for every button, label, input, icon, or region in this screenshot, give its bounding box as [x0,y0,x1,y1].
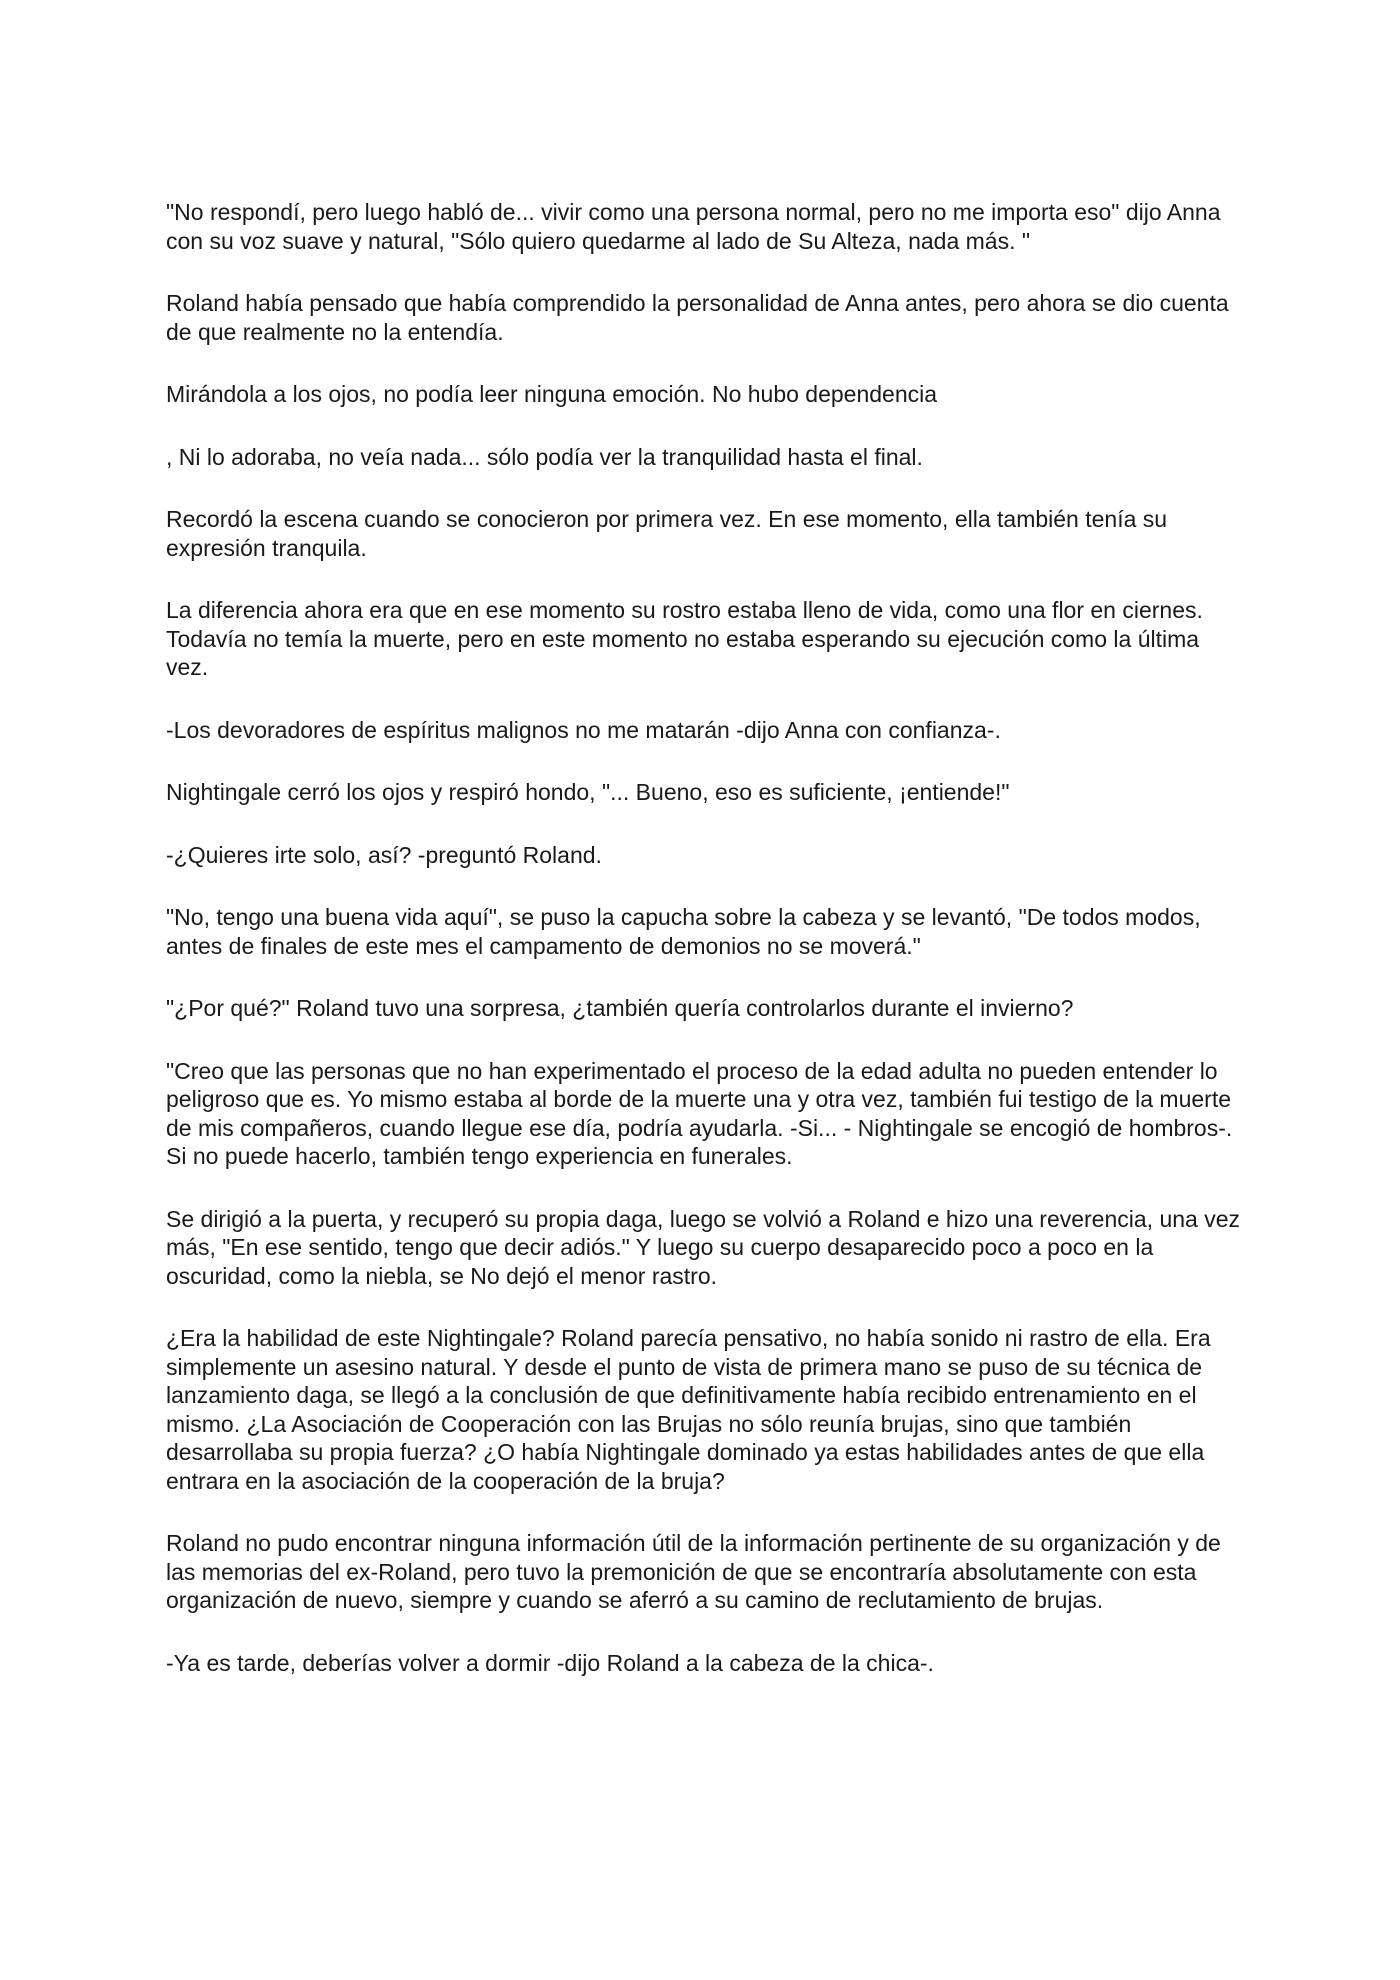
paragraph-1: "No respondí, pero luego habló de... vivir como una persona normal, pero no me importa eso" dijo Anna con su voz suave y natural, "Sólo quiero quedarme al lado de Su Alteza, nada más. " [166,199,1221,254]
paragraph-16: -Ya es tarde, deberías volver a dormir -dijo Roland a la cabeza de la chica-. [166,1649,934,1676]
paragraph-7: -Los devoradores de espíritus malignos no me matarán -dijo Anna con confianza-. [166,716,1001,743]
paragraph-14: ¿Era la habilidad de este Nightingale? Roland parecía pensativo, no había sonido ni rastro de ella. Era simplemente un asesino natural. Y desde el punto de vista de primera mano se puso de su técnica de lanzamiento daga, se llegó a la conclusión de que definitivamente había recibido entrenamiento en el mismo. ¿La Asociación de Cooperación con las Brujas no sólo reunía brujas, sino que también desarrollaba su propia fuerza? ¿O había Nightingale dominado ya estas habilidades antes de que ella entrara en la asociación de la cooperación de la bruja? [166,1325,1211,1494]
paragraph-11: "¿Por qué?" Roland tuvo una sorpresa, ¿también quería controlarlos durante el invierno? [166,995,1074,1021]
paragraph-15: Roland no pudo encontrar ninguna información útil de la información pertinente de su organización y de las memorias del ex-Roland, pero tuvo la premonición de que se encontraría absolutamente con esta organización de nuevo, siempre y cuando se aferró a su camino de reclutamiento de brujas. [166,1530,1221,1613]
paragraph-4: , Ni lo adoraba, no veía nada... sólo podía ver la tranquilidad hasta el final. [166,443,923,470]
paragraph-12: "Creo que las personas que no han experimentado el proceso de la edad adulta no pueden entender lo peligroso que es. Yo mismo estaba al borde de la muerte una y otra vez, también fui testigo de la muerte de mis compañeros, cuando llegue ese día, podría ayudarla. -Si... - Nightingale se encogió de hombros-. Si no puede hacerlo, también tengo experiencia en funerales. [166,1057,1233,1169]
paragraph-13: Se dirigió a la puerta, y recuperó su propia daga, luego se volvió a Roland e hizo una reverencia, una vez más, "En ese sentido, tengo que decir adiós." Y luego su cuerpo desaparecido poco a poco en la oscuridad, como la niebla, se No dejó el menor rastro. [166,1205,1241,1289]
paragraph-6: La diferencia ahora era que en ese momento su rostro estaba lleno de vida, como una flor en ciernes. Todavía no temía la muerte, pero en este momento no estaba esperando su ejecución como la última vez. [166,597,1203,680]
paragraph-5: Recordó la escena cuando se conocieron por primera vez. En ese momento, ella también tenía su expresión tranquila. [166,506,1168,561]
paragraph-8: Nightingale cerró los ojos y respiró hondo, "... Bueno, eso es suficiente, ¡entiende!" [166,779,1010,805]
paragraph-10: "No, tengo una buena vida aquí", se puso la capucha sobre la cabeza y se levantó, "De todos modos, antes de finales de este mes el campamento de demonios no se moverá." [166,904,1201,959]
paragraph-3: Mirándola a los ojos, no podía leer ninguna emoción. No hubo dependencia [166,381,938,407]
paragraph-2: Roland había pensado que había comprendido la personalidad de Anna antes, pero ahora se dio cuenta de que realmente no la entendía. [166,290,1229,345]
paragraph-9: -¿Quieres irte solo, así? -preguntó Roland. [166,841,602,868]
document-body [166,198,1246,1711]
